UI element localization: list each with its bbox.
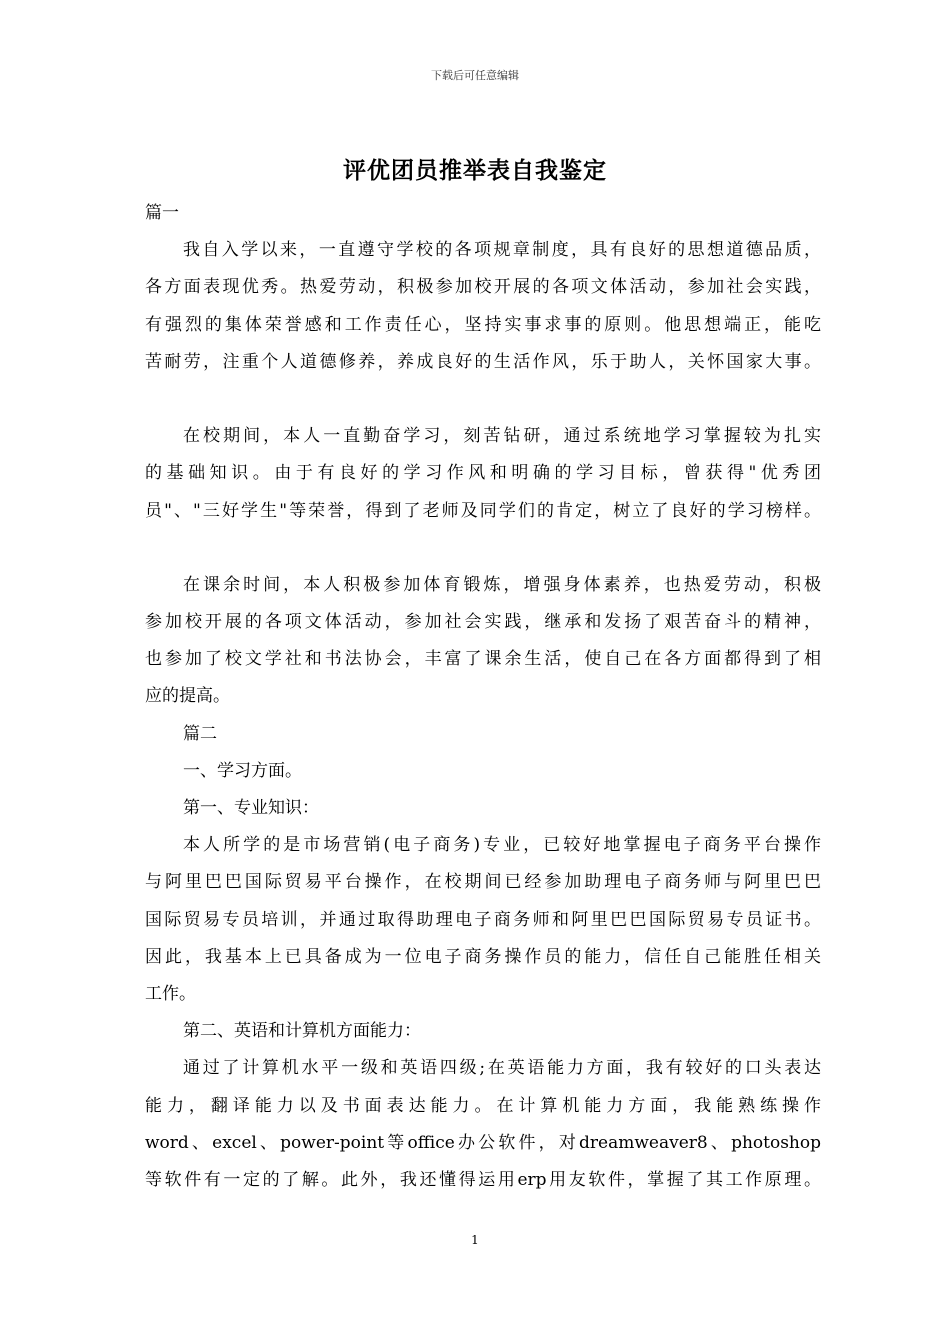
paragraph-line: 参加校开展的各项文体活动，参加社会实践，继承和发扬了艰苦奋斗的精神， bbox=[145, 612, 821, 633]
blank-line bbox=[145, 381, 821, 418]
paragraph-line: 各方面表现优秀。热爱劳动，积极参加校开展的各项文体活动，参加社会实践， bbox=[145, 277, 821, 298]
paragraph-line: 国际贸易专员培训，并通过取得助理电子商务师和阿里巴巴国际贸易专员证书。 bbox=[145, 909, 821, 930]
page-header: 下载后可任意编辑 bbox=[431, 69, 519, 82]
paragraph-line: 我自入学以来，一直遵守学校的各项规章制度，具有良好的思想道德品质， bbox=[183, 240, 821, 261]
subsection-heading: 第一、专业知识： bbox=[183, 798, 319, 818]
paragraph-line: 能力，翻译能力以及书面表达能力。在计算机能力方面，我能熟练操作 bbox=[145, 1095, 821, 1116]
page-number: 1 bbox=[471, 1233, 479, 1247]
section-heading: 篇一 bbox=[145, 203, 179, 223]
section-heading: 篇二 bbox=[183, 723, 217, 744]
paragraph-line: 本人所学的是市场营销(电子商务)专业，已较好地掌握电子商务平台操作 bbox=[183, 835, 821, 856]
document-body bbox=[145, 195, 821, 1199]
subsection-heading: 一、学习方面。 bbox=[183, 760, 302, 781]
paragraph-line: 的基础知识。由于有良好的学习作风和明确的学习目标，曾获得"优秀团 bbox=[145, 463, 821, 484]
document-title: 评优团员推举表自我鉴定 bbox=[343, 158, 607, 184]
paragraph-line: 与阿里巴巴国际贸易平台操作，在校期间已经参加助理电子商务师与阿里巴巴 bbox=[145, 872, 821, 893]
paragraph-line: 因此，我基本上已具备成为一位电子商务操作员的能力，信任自己能胜任相关 bbox=[145, 946, 821, 967]
paragraph-line: 在课余时间，本人积极参加体育锻炼，增强身体素养，也热爱劳动，积极 bbox=[183, 574, 821, 595]
paragraph-line: 应的提高。 bbox=[145, 686, 230, 707]
paragraph-line: 等软件有一定的了解。此外，我还懂得运用erp用友软件，掌握了其工作原理。 bbox=[145, 1169, 821, 1190]
paragraph-line: 苦耐劳，注重个人道德修养，养成良好的生活作风，乐于助人，关怀国家大事。 bbox=[145, 351, 821, 372]
paragraph-line: 员"、"三好学生"等荣誉，得到了老师及同学们的肯定，树立了良好的学习榜样。 bbox=[145, 500, 821, 521]
paragraph-line: 工作。 bbox=[145, 983, 196, 1004]
paragraph-line: 在校期间，本人一直勤奋学习，刻苦钻研，通过系统地学习掌握较为扎实 bbox=[183, 426, 821, 447]
subsection-heading: 第二、英语和计算机方面能力： bbox=[183, 1021, 421, 1042]
paragraph-line: 通过了计算机水平一级和英语四级;在英语能力方面，我有较好的口头表达 bbox=[183, 1058, 821, 1079]
paragraph-line: word、excel、power-point等office办公软件，对dreamweaver8、photoshop bbox=[145, 1132, 821, 1153]
blank-line bbox=[145, 530, 821, 567]
paragraph-line: 有强烈的集体荣誉感和工作责任心，坚持实事求事的原则。他思想端正，能吃 bbox=[145, 314, 821, 335]
paragraph-line: 也参加了校文学社和书法协会，丰富了课余生活，使自己在各方面都得到了相 bbox=[145, 649, 821, 670]
